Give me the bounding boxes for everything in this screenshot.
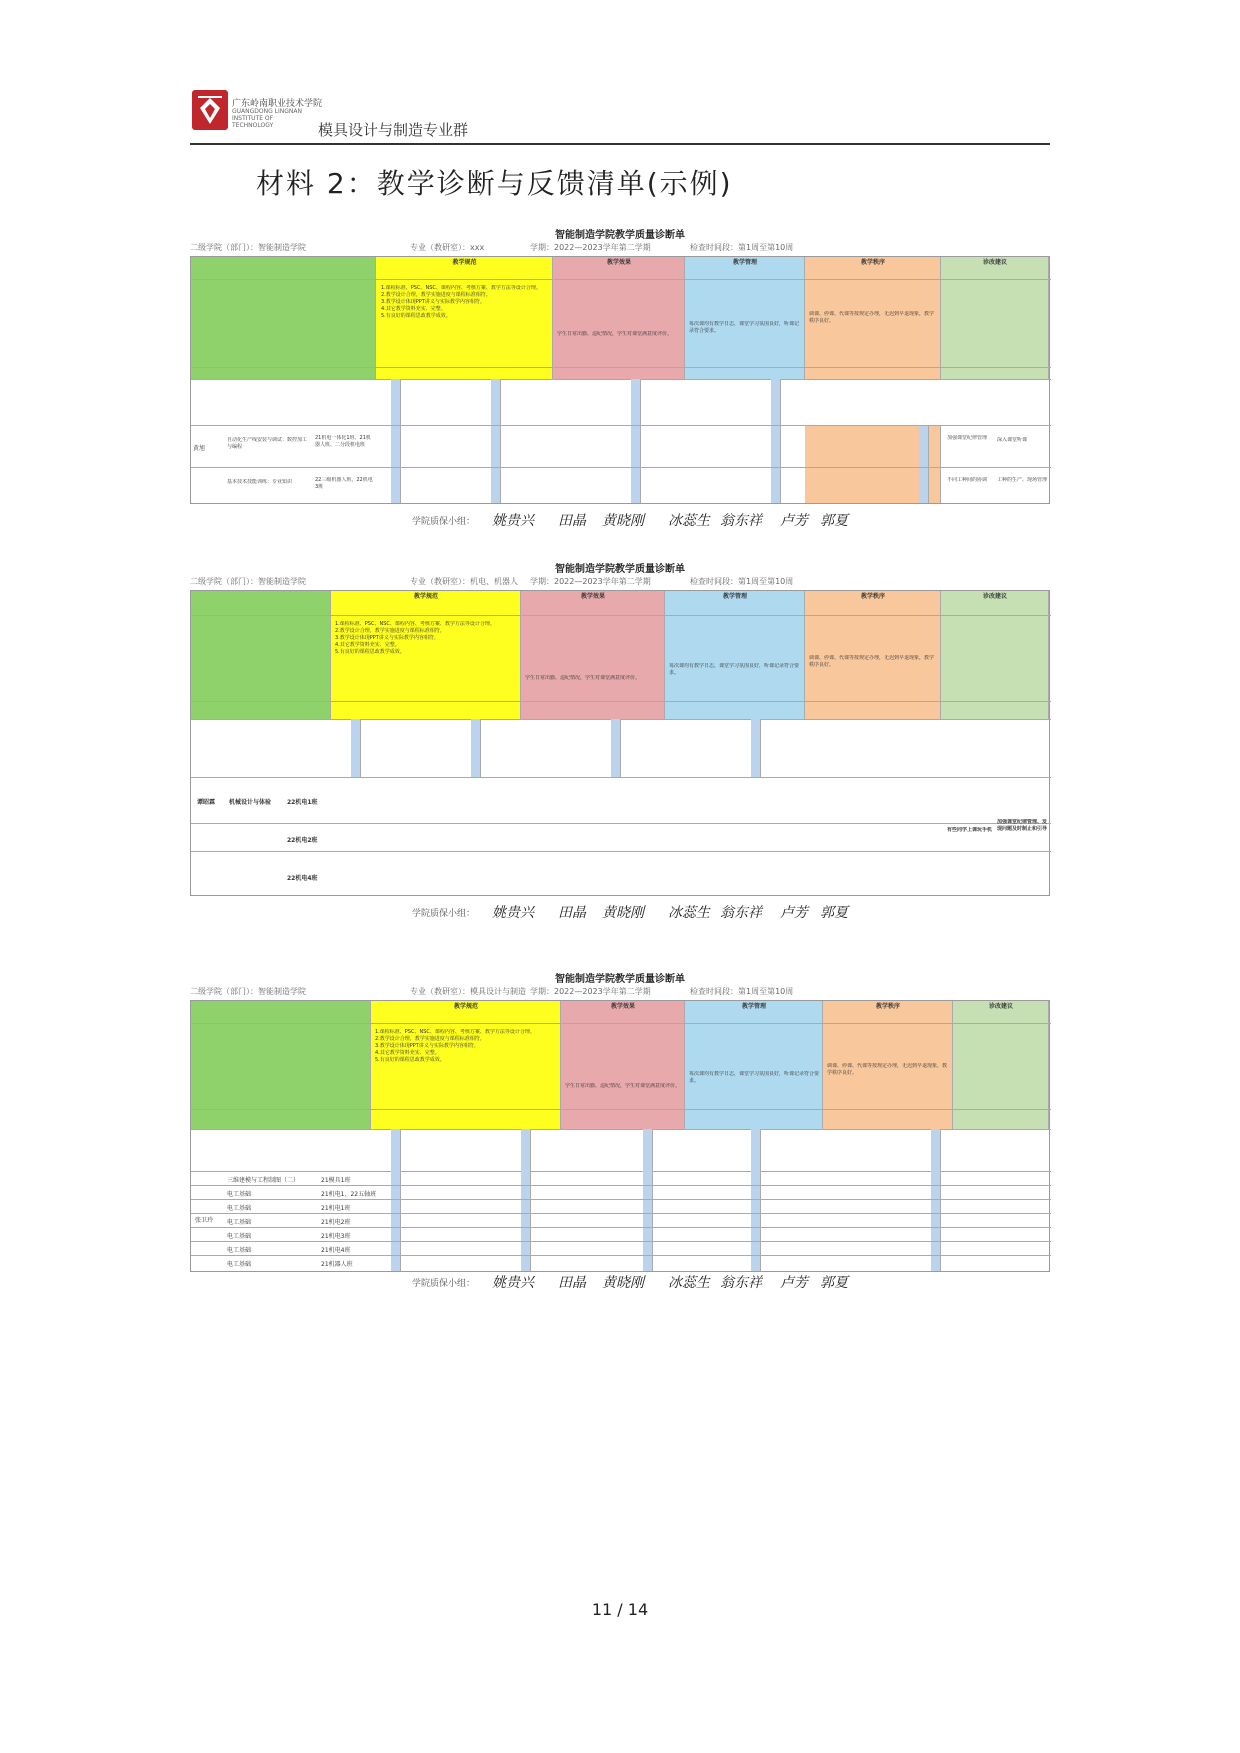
section-teaching-management: 教学管理 [732,259,757,266]
course-name: 电工基础 [227,1205,252,1212]
class-name: 21机器人班 [321,1261,353,1268]
signature: 卢芳 [780,1275,808,1291]
class-list: 21机电一体化1班、21机器人班、二分段机电班 [315,435,371,448]
signature: 姚贵兴 [492,513,534,529]
signature: 郭夏 [820,513,848,529]
signature: 翁东祥 [720,513,762,529]
signature: 田晶 [558,905,586,921]
section-teaching-effect: 教学效果 [606,259,631,266]
course-name: 电工基础 [227,1233,252,1240]
class-name: 21模具1班 [321,1177,351,1184]
section-teaching-standard: 教学规范 [452,259,477,266]
signature-label: 学院质保小组： [412,909,476,919]
issue-text: 不同工种间的协调 [947,477,988,483]
signature: 姚贵兴 [492,1275,534,1291]
diagnosis-table: 教学规范 教学效果 教学管理 教学秩序 诊改建议 1.课程标准、PSC、NSC、课程内容、考核方案、教学方法等设计合理。 2.教学设计合理，教学实施进度与课程标准相符。 3.教学设计体现PPT讲义与实际教学内容相符。 4.其它教学资料充实、完整。 5.有良好的课程思政教学成效。 学生日常出勤、违纪情况，学生对课堂满意度评价。 每次课均有教学日志，课堂学习氛围良好，听课记录符合要求。 调课、停课、代课等按规定办理，无迟到早退现象，教学秩序良好。 谭昭霖 机械设计与体验 22机电1班 22机电2班 22机电4班 有些同学上课玩手机 加强课堂纪律管理、发现问题及时制止和引导 [190,590,1050,896]
sheet-title: 智能制造学院教学质量诊断单 [555,974,685,985]
college-name-en: GUANGDONG LINGNAN INSTITUTE OF TECHNOLOGY [232,108,303,129]
course-name: 电工基础 [227,1247,252,1254]
college-name: 广东岭南职业技术学院 [232,99,323,109]
diagnosis-sheet-3: 智能制造学院教学质量诊断单 二级学院（部门）：智能制造学院 专业（教研室）：模具设计与制造 学期：2022—2023学年第二学期 检查时间段：第1周至第10周 教学规范 教学效果 教学管理 教学秩序 诊改建议 1.课程标准、PSC、NSC、课程内容、考核方案、教学方法等设计合理。 2.教学设计合理，教学实施进度与课程标准相符。 3.教学设计体现PPT讲义与实际教学内容相符。 4.其它教学资料充实、完整。 5.有良好的课程思政教学成效。 学生日常出勤、违纪情况，学生对课堂满意度评价。 每次课均有教学日志，课堂学习氛围良好，听课记录符合要求。 调课、停课、代课等按规定办理，无迟到早退现象，教学秩序良好。 张卫玲 三维建模与工程制图（二） 21模具1班 电工基础 21机电1、22五轴班 电工基础 21机电1班 电工基础 21机电2班 电工基础 21机电3班 电工基础 21机电4班 电工基础 21机器人班 学院质保小组： 姚贵兴 田晶 黄晓刚 冰蕊生 翁东祥 卢芳 郭夏 [190,968,1050,1298]
suggest-text: 加强课堂纪律管理、发现问题及时制止和引导 [997,819,1047,832]
diagnosis-table: 教学规范 教学效果 教学管理 教学秩序 诊改建议 1.课程标准、PSC、NSC、课程内容、考核方案、教学方法等设计合理。 2.教学设计合理，教学实施进度与课程标准相符。 3.教学设计体现PPT讲义与实际教学内容相符。 4.其它教学资料充实、完整。 5.有良好的课程思政教学成效。 学生日常出勤、违纪情况，学生对课堂满意度评价。 每次课均有教学日志，课堂学习氛围良好，听课记录符合要求。 调课、停课、代课等按规定办理，无迟到早退现象，教学秩序良好。 张卫玲 三维建模与工程制图（二） 21模具1班 电工基础 21机电1、22五轴班 电工基础 21机电1班 电工基础 21机电2班 电工基础 21机电3班 电工基础 21机电4班 电工基础 21机器人班 [190,1000,1050,1272]
class-name: 21机电1班 [321,1205,351,1212]
meta-department: 二级学院（部门）：智能制造学院 [190,243,306,252]
course-name: 电工基础 [227,1219,252,1226]
department-name: 模具设计与制造专业群 [318,121,469,139]
course-name: 基本技术技能训练：专业知识 [227,479,293,485]
class-name: 21机电1、22五轴班 [321,1191,377,1198]
section-improvement: 诊改建议 [982,259,1007,266]
signature: 卢芳 [780,513,808,529]
college-logo-icon [190,88,230,132]
suggest-text: 工种的生产、现场管理 [997,477,1047,483]
class-name: 22机电1班 [287,799,318,806]
course-name: 电工基础 [227,1261,252,1268]
class-name: 22机电2班 [287,837,318,844]
class-name: 21机电3班 [321,1233,351,1240]
signature: 田晶 [558,1275,586,1291]
sheet-title: 智能制造学院教学质量诊断单 [555,564,685,575]
signature: 卢芳 [780,905,808,921]
class-list: 22三级机器人班，22机电3班 [315,477,373,490]
signature: 郭夏 [820,905,848,921]
class-name: 21机电2班 [321,1219,351,1226]
signature: 冰蕊生 [668,513,710,529]
page-heading: 材料 2：教学诊断与反馈清单(示例) [256,167,733,200]
meta-major: 专业（教研室）：xxx [410,243,485,252]
sheet-title: 智能制造学院教学质量诊断单 [555,230,685,241]
teacher-name: 黄旭 [193,445,206,452]
signature: 黄晓刚 [602,905,644,921]
issue-text: 有些同学上课玩手机 [947,827,993,833]
class-name: 22机电4班 [287,875,318,882]
diagnosis-sheet-1 [190,224,1050,534]
diagnosis-sheet-2: 智能制造学院教学质量诊断单 二级学院（部门）：智能制造学院 专业（教研室）：机电、机器人 学期：2022—2023学年第二学期 检查时间段：第1周至第10周 教学规范 教学效果 教学管理 教学秩序 诊改建议 1.课程标准、PSC、NSC、课程内容、考核方案、教学方法等设计合理。 2.教学设计合理，教学实施进度与课程标准相符。 3.教学设计体现PPT讲义与实际教学内容相符。 4.其它教学资料充实、完整。 5.有良好的课程思政教学成效。 学生日常出勤、违纪情况，学生对课堂满意度评价。 每次课均有教学日志，课堂学习氛围良好，听课记录符合要求。 调课、停课、代课等按规定办理，无迟到早退现象，教学秩序良好。 谭昭霖 机械设计与体验 22机电1班 22机电2班 22机电4班 有些同学上课玩手机 加强课堂纪律管理、发现问题及时制止和引导 学院质保小组： 姚贵兴 田晶 黄晓刚 冰蕊生 翁东祥 卢芳 郭夏 [190,558,1050,928]
page-number: 11 / 14 [591,1600,649,1619]
signature: 姚贵兴 [492,905,534,921]
header-divider [190,143,1050,145]
signature: 黄晓刚 [602,513,644,529]
signature: 冰蕊生 [668,1275,710,1291]
meta-semester: 学期：2022—2023学年第二学期 [530,243,651,252]
signature: 翁东祥 [720,905,762,921]
issue-text: 加强课堂纪律管理 [947,435,988,441]
teacher-name: 谭昭霖 [197,799,216,806]
signature: 黄晓刚 [602,1275,644,1291]
course-name: 电工基础 [227,1191,252,1198]
signature-label: 学院质保小组： [412,517,476,527]
signature: 冰蕊生 [668,905,710,921]
course-name: 三维建模与工程制图（二） [227,1177,300,1184]
suggest-text: 深入课堂听课 [997,437,1028,443]
signature-label: 学院质保小组： [412,1279,476,1289]
signature: 郭夏 [820,1275,848,1291]
section-teaching-order: 教学秩序 [860,259,885,266]
course-name: 自动化生产线安装与调试：数控加工与编程 [227,437,308,450]
signature: 翁东祥 [720,1275,762,1291]
course-name: 机械设计与体验 [229,799,272,806]
class-name: 21机电4班 [321,1247,351,1254]
teacher-name: 张卫玲 [195,1217,214,1224]
meta-period: 检查时间段：第1周至第10周 [690,243,794,252]
diagnosis-table: 教学规范 教学效果 教学管理 教学秩序 诊改建议 1.课程标准、PSC、NSC、课程内容、考核方案、教学方法等设计合理。 2.教学设计合理，教学实施进度与课程标准相符。 3.教学设计体现PPT讲义与实际教学内容相符。 4.其它教学资料充实、完整。 5.有良好的课程思政教学成效。 学生日常出勤、违纪情况，学生对课堂满意度评价。 每次课均有教学日志，课堂学习氛围良好，听课记录符合要求。 调课、停课、代课等按规定办理，无迟到早退现象，教学秩序良好。 黄旭 自动化生产线安装与调试：数控加工与编程 21机电一体化1班、21机器人班、二分段机电班 基本技术技能训练：专业知识 22三级机器人班，22机电3班 加强课堂纪律管理 深入课堂听课 不同工种间的协调 工种的生产、现场管理 [190,256,1050,504]
signature: 田晶 [558,513,586,529]
